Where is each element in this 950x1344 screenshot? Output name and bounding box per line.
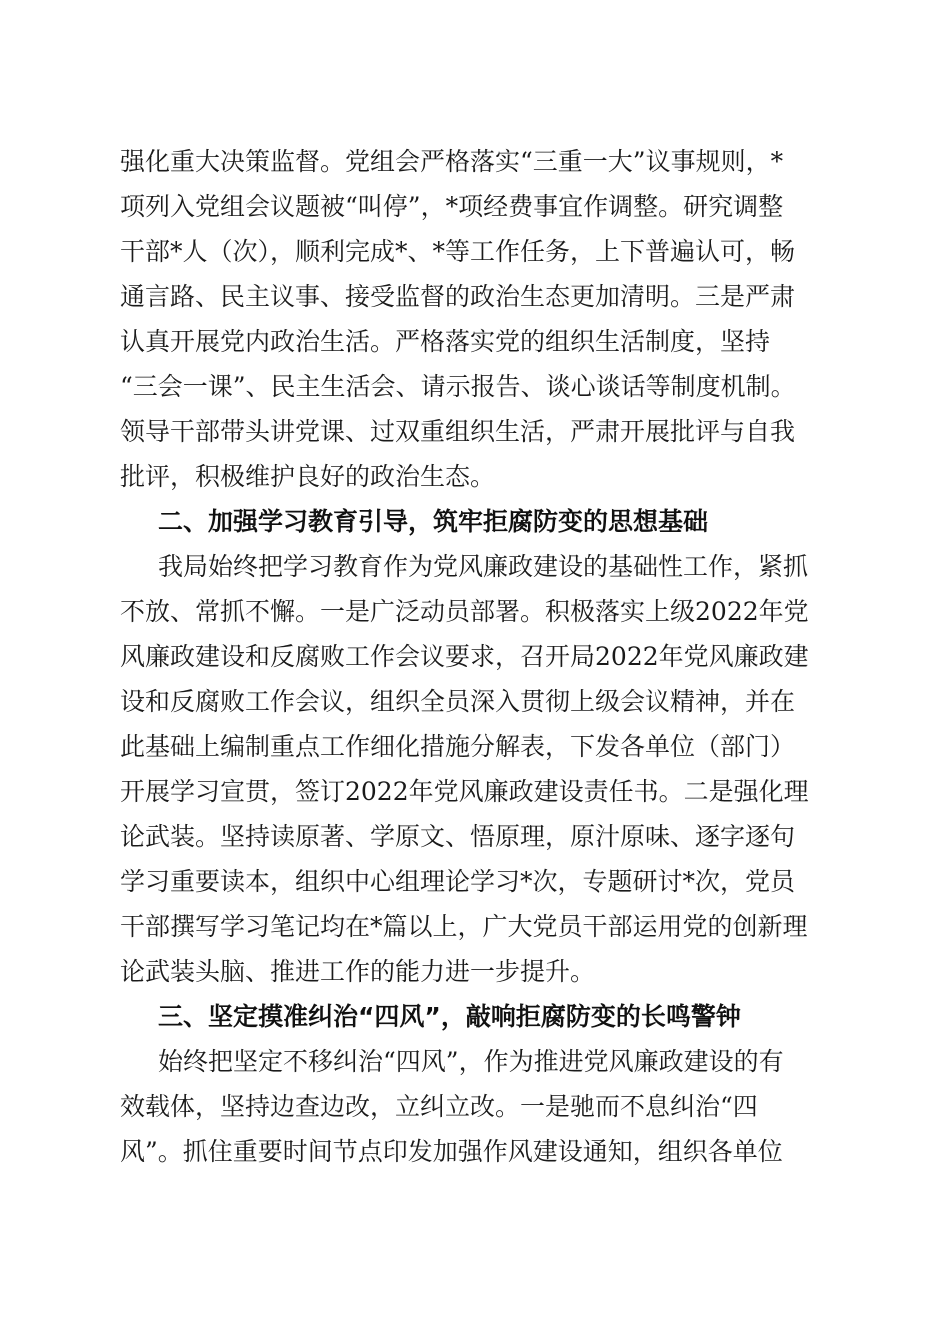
- text-line: 风廉政建设和反腐败工作会议要求，召开局2022年党风廉政建: [120, 642, 809, 671]
- text-line: 强化重大决策监督。党组会严格落实“三重一大”议事规则，*: [120, 147, 784, 176]
- text-line: 此基础上编制重点工作细化措施分解表，下发各单位（部门）: [120, 732, 796, 761]
- text-line: 项列入党组会议题被“叫停”，*项经费事宜作调整。研究调整: [120, 192, 784, 221]
- text-line: 干部*人（次），顺利完成*、*等工作任务，上下普遍认可，畅: [120, 237, 796, 266]
- text-line: 认真开展党内政治生活。严格落实党的组织生活制度，坚持: [120, 327, 771, 356]
- text-line: 批评，积极维护良好的政治生态。: [120, 462, 496, 491]
- text-line: 领导干部带头讲党课、过双重组织生活，严肃开展批评与自我: [120, 417, 796, 446]
- text-line: 效载体，坚持边查边改，立纠立改。一是驰而不息纠治“四: [120, 1092, 758, 1121]
- text-line: 通言路、民主议事、接受监督的政治生态更加清明。三是严肃: [120, 282, 796, 311]
- text-line: 干部撰写学习笔记均在*篇以上，广大党员干部运用党的创新理: [120, 912, 808, 941]
- text-line: 不放、常抓不懈。一是广泛动员部署。积极落实上级2022年党: [120, 597, 809, 626]
- section-heading-2: 二、加强学习教育引导，筑牢拒腐防变的思想基础: [158, 507, 709, 536]
- text-line: 风”。抓住重要时间节点印发加强作风建设通知，组织各单位: [120, 1137, 783, 1166]
- section-heading-3: 三、坚定摸准纠治“四风”，敲响拒腐防变的长鸣警钟: [158, 1002, 741, 1031]
- text-line: 我局始终把学习教育作为党风廉政建设的基础性工作，紧抓: [158, 552, 809, 581]
- text-line: 学习重要读本，组织中心组理论学习*次，专题研讨*次，党员: [120, 867, 796, 896]
- text-line: 论武装头脑、推进工作的能力进一步提升。: [120, 957, 596, 986]
- text-line: “三会一课”、民主生活会、请示报告、谈心谈话等制度机制。: [120, 372, 796, 401]
- text-line: 始终把坚定不移纠治“四风”，作为推进党风廉政建设的有: [158, 1047, 784, 1076]
- text-line: 设和反腐败工作会议，组织全员深入贯彻上级会议精神，并在: [120, 687, 796, 716]
- text-line: 开展学习宣贯，签订2022年党风廉政建设责任书。二是强化理: [120, 777, 809, 806]
- text-line: 论武装。坚持读原著、学原文、悟原理，原汁原味、逐字逐句: [120, 822, 796, 851]
